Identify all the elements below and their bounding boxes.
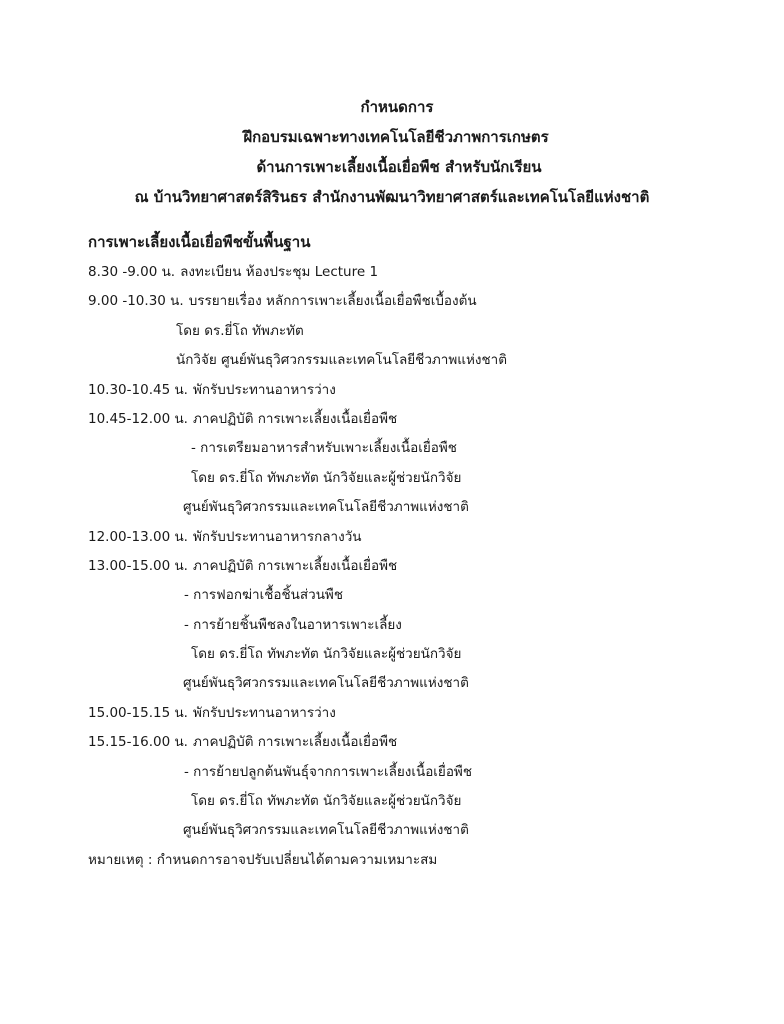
schedule-time: 9.00 -10.30 น. <box>88 293 184 310</box>
footnote: หมายเหตุ : กำหนดการอาจปรับเปลี่ยนได้ตามความเหมาะสม <box>88 851 438 868</box>
schedule-detail: - การย้ายชิ้นพืชลงในอาหารเพาะเลี้ยง <box>184 616 402 633</box>
schedule-time: 8.30 -9.00 น. <box>88 264 176 280</box>
schedule-description: พักรับประทานอาหารกลางวัน <box>192 528 362 545</box>
schedule-row <box>88 699 728 728</box>
schedule-description: ลงทะเบียน ห้องประชุม Lecture 1 <box>180 264 379 280</box>
schedule-detail: ศูนย์พันธุวิศวกรรมและเทคโนโลยีชีวภาพแห่งชาติ <box>183 822 469 839</box>
heading-topic: ด้านการเพาะเลี้ยงเนื้อเยื่อพืช สำหรับนักเรียน <box>256 158 542 176</box>
schedule-detail: - การฟอกฆ่าเชื้อชิ้นส่วนพืช <box>184 587 343 604</box>
schedule-detail: นักวิจัย ศูนย์พันธุวิศวกรรมและเทคโนโลยีชีวภาพแห่งชาติ <box>176 352 507 369</box>
schedule-description: ภาคปฏิบัติ การเพาะเลี้ยงเนื้อเยื่อพืช <box>192 410 398 427</box>
schedule-row <box>88 376 728 405</box>
heading-venue: ณ บ้านวิทยาศาสตร์สิรินธร สำนักงานพัฒนาวิทยาศาสตร์และเทคโนโลยีแห่งชาติ <box>134 188 650 206</box>
schedule-row <box>88 405 728 434</box>
document-heading <box>0 92 784 212</box>
schedule-detail: ศูนย์พันธุวิศวกรรมและเทคโนโลยีชีวภาพแห่งชาติ <box>183 499 469 516</box>
schedule-row <box>88 728 728 757</box>
schedule-time: 15.00-15.15 น. <box>88 704 188 721</box>
schedule-detail: โดย ดร.ยี่โถ ทัพภะทัต นักวิจัยและผู้ช่วยนักวิจัย <box>191 469 462 486</box>
schedule-description: ภาคปฏิบัติ การเพาะเลี้ยงเนื้อเยื่อพืช <box>192 734 398 751</box>
schedule-detail: - การย้ายปลูกต้นพันธุ์จากการเพาะเลี้ยงเนื้อเยื่อพืช <box>184 763 472 780</box>
schedule-detail: โดย ดร.ยี่โถ ทัพภะทัต <box>176 322 304 339</box>
section-title: การเพาะเลี้ยงเนื้อเยื่อพืชขั้นพื้นฐาน <box>88 233 311 251</box>
schedule-row <box>88 523 728 552</box>
heading-program: ฝึกอบรมเฉพาะทางเทคโนโลยีชีวภาพการเกษตร <box>243 128 549 146</box>
schedule-description: พักรับประทานอาหารว่าง <box>192 704 336 721</box>
schedule-detail: โดย ดร.ยี่โถ ทัพภะทัต นักวิจัยและผู้ช่วยนักวิจัย <box>191 646 462 663</box>
schedule-list <box>88 258 728 875</box>
schedule-row <box>88 258 728 287</box>
schedule-time: 15.15-16.00 น. <box>88 734 188 751</box>
schedule-time: 10.45-12.00 น. <box>88 410 188 427</box>
schedule-detail: โดย ดร.ยี่โถ ทัพภะทัต นักวิจัยและผู้ช่วยนักวิจัย <box>191 793 462 810</box>
heading-title: กำหนดการ <box>360 98 434 116</box>
schedule-description: พักรับประทานอาหารว่าง <box>192 381 336 398</box>
schedule-detail: - การเตรียมอาหารสำหรับเพาะเลี้ยงเนื้อเยื่อพืช <box>191 440 457 457</box>
schedule-description: บรรยายเรื่อง หลักการเพาะเลี้ยงเนื้อเยื่อพืชเบื้องต้น <box>188 293 477 310</box>
schedule-time: 13.00-15.00 น. <box>88 557 188 574</box>
schedule-row <box>88 287 728 316</box>
schedule-time: 12.00-13.00 น. <box>88 528 188 545</box>
schedule-time: 10.30-10.45 น. <box>88 381 188 398</box>
schedule-description: ภาคปฏิบัติ การเพาะเลี้ยงเนื้อเยื่อพืช <box>192 557 398 574</box>
schedule-row <box>88 552 728 581</box>
schedule-detail: ศูนย์พันธุวิศวกรรมและเทคโนโลยีชีวภาพแห่งชาติ <box>183 675 469 692</box>
